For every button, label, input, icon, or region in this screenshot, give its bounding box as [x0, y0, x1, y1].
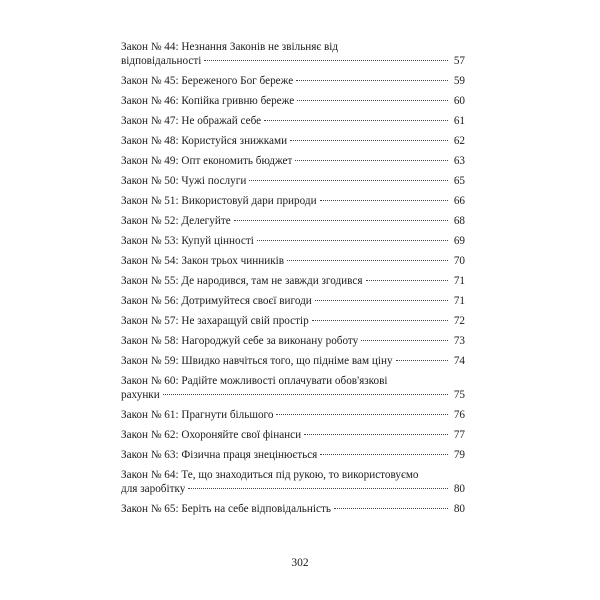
toc-entry-title: для заробітку [121, 483, 186, 495]
toc-entry-page: 60 [453, 95, 465, 107]
toc-entry-page: 65 [453, 175, 465, 187]
toc-entry-page: 75 [453, 389, 465, 401]
toc-entry-title: Закон № 57: Не захаращуй свій простір [121, 315, 309, 327]
toc-entry-page: 70 [453, 255, 465, 267]
toc-entry [121, 408, 465, 422]
dot-leader [304, 434, 448, 435]
dot-leader [287, 260, 448, 261]
toc-entry-title-line1: Закон № 60: Радійте можливості оплачувати обов'язкові [121, 375, 388, 387]
toc-entry-title: рахунки [121, 389, 160, 401]
dot-leader [297, 100, 448, 101]
toc-entry-title: Закон № 48: Користуйся знижками [121, 135, 288, 147]
toc-entry [121, 502, 465, 516]
toc-entry [121, 154, 465, 168]
toc-entry-title: Закон № 54: Закон трьох чинників [121, 255, 285, 267]
toc-entry-page: 79 [453, 449, 465, 461]
dot-leader [361, 340, 448, 341]
toc-entry [121, 94, 465, 108]
toc-entry-page: 66 [453, 195, 465, 207]
dot-leader [334, 508, 448, 509]
dot-leader [163, 394, 448, 395]
dot-leader [188, 488, 448, 489]
toc-entry-title: Закон № 47: Не ображай себе [121, 115, 262, 127]
toc-entry-page: 68 [453, 215, 465, 227]
toc-entry-page: 61 [453, 115, 465, 127]
toc-entry-title: Закон № 50: Чужі послуги [121, 175, 247, 187]
toc-entry-title: Закон № 49: Опт економить бюджет [121, 155, 293, 167]
toc-entry-page: 76 [453, 409, 465, 421]
toc-entry [121, 194, 465, 208]
toc-entry-title: відповідальності [121, 55, 202, 67]
toc-entry [121, 314, 465, 328]
toc-entry-page: 59 [453, 75, 465, 87]
toc-entry [121, 254, 465, 268]
toc-entry-page: 72 [453, 315, 465, 327]
toc-entry [121, 234, 465, 248]
toc-entry [121, 448, 465, 462]
dot-leader [204, 60, 448, 61]
toc-entry-page: 63 [453, 155, 465, 167]
toc-entry-page: 80 [453, 503, 465, 515]
dot-leader [320, 200, 448, 201]
toc-entry-title: Закон № 55: Де народився, там не завжди згодився [121, 275, 363, 287]
dot-leader [276, 414, 448, 415]
toc-entry-title: Закон № 62: Охороняйте свої фінанси [121, 429, 302, 441]
toc-entry-page: 69 [453, 235, 465, 247]
toc-entry-title-line1: Закон № 44: Незнання Законів не звільняє від [121, 41, 339, 53]
toc-entry-title: Закон № 61: Прагнути більшого [121, 409, 274, 421]
toc-entry-page: 80 [453, 483, 465, 495]
toc-entry [121, 114, 465, 128]
table-of-contents [121, 40, 465, 522]
toc-entry-title-line1: Закон № 64: Те, що знаходиться під рукою, то використовуємо [121, 469, 419, 481]
dot-leader [295, 160, 448, 161]
toc-entry-page: 73 [453, 335, 465, 347]
toc-entry-page: 71 [453, 295, 465, 307]
toc-entry-page: 71 [453, 275, 465, 287]
toc-entry-title: Закон № 53: Купуй цінності [121, 235, 254, 247]
toc-entry-title: Закон № 58: Нагороджуй себе за виконану роботу [121, 335, 359, 347]
dot-leader [320, 454, 448, 455]
dot-leader [234, 220, 448, 221]
toc-entry-title: Закон № 56: Дотримуйтеся своєї вигоди [121, 295, 312, 307]
toc-entry-title: Закон № 59: Швидко навчіться того, що підніме вам ціну [121, 355, 393, 367]
toc-entry-title: Закон № 65: Беріть на себе відповідальність [121, 503, 331, 515]
dot-leader [290, 140, 448, 141]
toc-entry [121, 74, 465, 88]
dot-leader [249, 180, 448, 181]
toc-entry [121, 468, 465, 496]
toc-entry [121, 428, 465, 442]
toc-entry [121, 334, 465, 348]
toc-entry [121, 274, 465, 288]
toc-entry-title: Закон № 52: Делегуйте [121, 215, 231, 227]
toc-entry-page: 74 [453, 355, 465, 367]
toc-entry-page: 57 [453, 55, 465, 67]
toc-entry [121, 354, 465, 368]
toc-entry-title: Закон № 51: Використовуй дари природи [121, 195, 317, 207]
toc-entry-title: Закон № 45: Береженого Бог береже [121, 75, 294, 87]
dot-leader [257, 240, 448, 241]
dot-leader [264, 120, 448, 121]
dot-leader [315, 300, 448, 301]
toc-entry-title: Закон № 46: Копійка гривню береже [121, 95, 295, 107]
toc-entry-page: 62 [453, 135, 465, 147]
toc-entry [121, 374, 465, 402]
dot-leader [396, 360, 448, 361]
page-number: 302 [291, 557, 309, 569]
dot-leader [296, 80, 448, 81]
toc-entry [121, 294, 465, 308]
toc-entry [121, 174, 465, 188]
toc-entry-title: Закон № 63: Фізична праця знецінюється [121, 449, 318, 461]
toc-entry [121, 214, 465, 228]
toc-entry-page: 77 [453, 429, 465, 441]
toc-entry [121, 40, 465, 68]
dot-leader [312, 320, 448, 321]
toc-entry [121, 134, 465, 148]
dot-leader [366, 280, 448, 281]
